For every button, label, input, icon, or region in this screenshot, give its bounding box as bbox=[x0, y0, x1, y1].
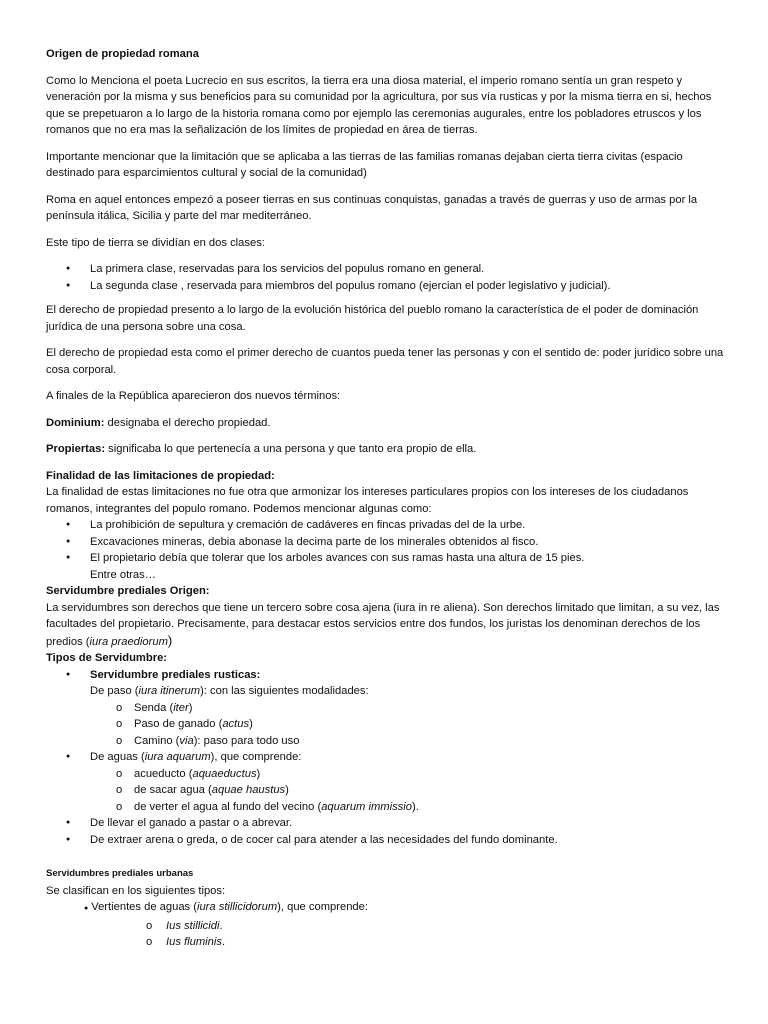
paragraph: Se clasifican en los siguientes tipos: bbox=[46, 884, 226, 897]
text-italic: via bbox=[179, 734, 194, 747]
tipos-list bbox=[46, 667, 726, 684]
text: ) bbox=[285, 784, 289, 796]
text: ) bbox=[249, 718, 253, 730]
paso-list bbox=[46, 700, 726, 750]
text-italic: actus bbox=[222, 718, 250, 730]
text: ), que comprende: bbox=[277, 901, 368, 913]
text-italic: iter bbox=[173, 701, 189, 714]
text: de sacar agua ( bbox=[134, 784, 212, 796]
text: La servidumbres son derechos que tiene un tercero sobre cosa ajena (iura in re aliena). Son derechos limitado que limitan, a su vez, las facultades del propietario. Precisamente, para destacar estos servicios entre dos fundos, los juristas los denominan derechos de los predios ( bbox=[46, 601, 720, 648]
list-item: ● Servidumbre prediales rusticas: bbox=[46, 667, 726, 684]
definition: significaba lo que pertenecía a una persona y que tanto era propio de ella. bbox=[105, 443, 477, 455]
text: ): paso para todo uso bbox=[193, 734, 300, 747]
classes-list bbox=[46, 261, 726, 294]
text-italic: Ius fluminis bbox=[166, 936, 222, 948]
paragraph: La finalidad de estas limitaciones no fue otra que armonizar los intereses particulares propios con los intereses de los ciudadanos romanos, integrantes del populo romano. Podemos mencionar algunas como: bbox=[46, 486, 689, 515]
section-heading: Servidumbre prediales Origen: bbox=[46, 585, 210, 597]
list-item bbox=[46, 782, 726, 799]
list-item: ● De extraer arena o greda, o de cocer cal para atender a las necesidades del fundo dominante. bbox=[46, 832, 726, 849]
text-italic: Ius stillicidi bbox=[166, 919, 220, 932]
list-item: o Ius stillicidi. bbox=[46, 918, 726, 935]
aguas-list bbox=[46, 749, 726, 848]
term: Propiertas: bbox=[46, 443, 106, 455]
text: Camino ( bbox=[134, 734, 180, 747]
list-item: ● La primera clase, reservadas para los servicios del populus romano en general. bbox=[46, 261, 726, 278]
vertientes-line bbox=[46, 899, 726, 918]
text-italic: aquaeductus bbox=[192, 767, 257, 780]
text: ). bbox=[411, 800, 419, 813]
text: ): con las siguientes modalidades: bbox=[200, 685, 369, 697]
text-italic: iura stillicidorum bbox=[196, 901, 278, 913]
section-heading: Servidumbres prediales urbanas bbox=[46, 868, 194, 879]
list-item: ● De llevar el ganado a pastar o a abrevar. bbox=[46, 815, 726, 832]
term: Dominium: bbox=[46, 416, 105, 429]
paragraph: El derecho de propiedad presento a lo largo de la evolución histórica del pueblo romano la característica de el poder de dominación jurídica de una persona sobre una cosa. bbox=[46, 304, 699, 333]
text: de verter el agua al fundo del vecino ( bbox=[134, 800, 322, 813]
section-heading: Finalidad de las limitaciones de propiedad: bbox=[46, 469, 275, 482]
list-item bbox=[46, 799, 726, 816]
text: Senda ( bbox=[134, 701, 174, 714]
doc-title: Origen de propiedad romana bbox=[46, 48, 199, 60]
text: ) bbox=[167, 632, 173, 648]
text-italic: iura praediorum bbox=[89, 635, 168, 648]
list-item: o Ius fluminis. bbox=[46, 934, 726, 951]
list-item bbox=[46, 733, 726, 750]
text: De aguas ( bbox=[90, 751, 145, 763]
text: ) bbox=[256, 767, 261, 780]
paragraph: Este tipo de tierra se dividían en dos clases: bbox=[46, 236, 265, 249]
definition-propiertas bbox=[46, 441, 726, 458]
list-item: ● El propietario debía que tolerar que los arboles avances con sus ramas hasta una altura de 15 pies. bbox=[46, 550, 726, 567]
text-italic: iura itinerum bbox=[138, 685, 201, 697]
document-page bbox=[46, 46, 726, 951]
vertientes-list bbox=[46, 918, 726, 951]
section-heading: Tipos de Servidumbre: bbox=[46, 652, 168, 664]
definition: designaba el derecho propiedad. bbox=[104, 416, 271, 429]
list-item: ● La segunda clase , reservada para miembros del populus romano (ejercian el poder legislativo y judicial). bbox=[46, 278, 726, 295]
list-item bbox=[46, 749, 726, 766]
text: Vertientes de aguas ( bbox=[91, 901, 197, 913]
text-italic: iura aquarum bbox=[144, 751, 211, 763]
paragraph bbox=[46, 600, 726, 651]
list-item bbox=[46, 766, 726, 783]
list-item bbox=[46, 716, 726, 733]
text: acueducto ( bbox=[134, 767, 193, 780]
paragraph: Importante mencionar que la limitación que se aplicaba a las tierras de las familias romanas dejaban cierta tierra civitas (espacio destinado para esparcimientos cultural y social de la comunidad) bbox=[46, 150, 683, 179]
paragraph: A finales de la República aparecieron dos nuevos términos: bbox=[46, 390, 341, 402]
entre-otras: Entre otras… bbox=[90, 568, 156, 581]
list-item bbox=[46, 700, 726, 717]
definition-dominium bbox=[46, 415, 726, 432]
text: ) bbox=[188, 701, 193, 714]
list-item: ● Excavaciones mineras, debia abonase la decima parte de los minerales obtenidos al fisco. bbox=[46, 534, 726, 551]
paragraph: Roma en aquel entonces empezó a poseer tierras en sus continuas conquistas, ganadas a través de guerras y uso de armas por la península itálica, Sicilia y parte del mar mediterráneo. bbox=[46, 193, 698, 222]
text: De paso ( bbox=[90, 685, 139, 697]
text: ), que comprende: bbox=[210, 751, 302, 763]
bullet-icon: ● bbox=[84, 905, 89, 912]
paragraph: El derecho de propiedad esta como el primer derecho de cuantos pueda tener las personas y con el sentido de: poder jurídico sobre una cosa corporal. bbox=[46, 347, 724, 376]
text: Paso de ganado ( bbox=[134, 718, 223, 730]
paragraph: Como lo Menciona el poeta Lucrecio en sus escritos, la tierra era una diosa material, el imperio romano sentía un gran respeto y veneración por la misma y sus beneficios para su comunidad por la agricultura, por sus vía rusticas y por la misma tierra en si, hechos que se prepetuaron a lo largo de la historia romana como por ejemplo las ceremonias augurales, entre los pobladores etruscos y los romanos que no era mas la señalización de los límites de propiedad en área de tierras. bbox=[46, 74, 712, 136]
text-italic: aquarum immissio bbox=[321, 800, 412, 813]
paso-line bbox=[46, 683, 726, 700]
limits-list bbox=[46, 517, 726, 567]
list-item: ● La prohibición de sepultura y cremación de cadáveres en fincas privadas del de la urbe. bbox=[46, 517, 726, 534]
text-italic: aquae haustus bbox=[211, 784, 286, 796]
